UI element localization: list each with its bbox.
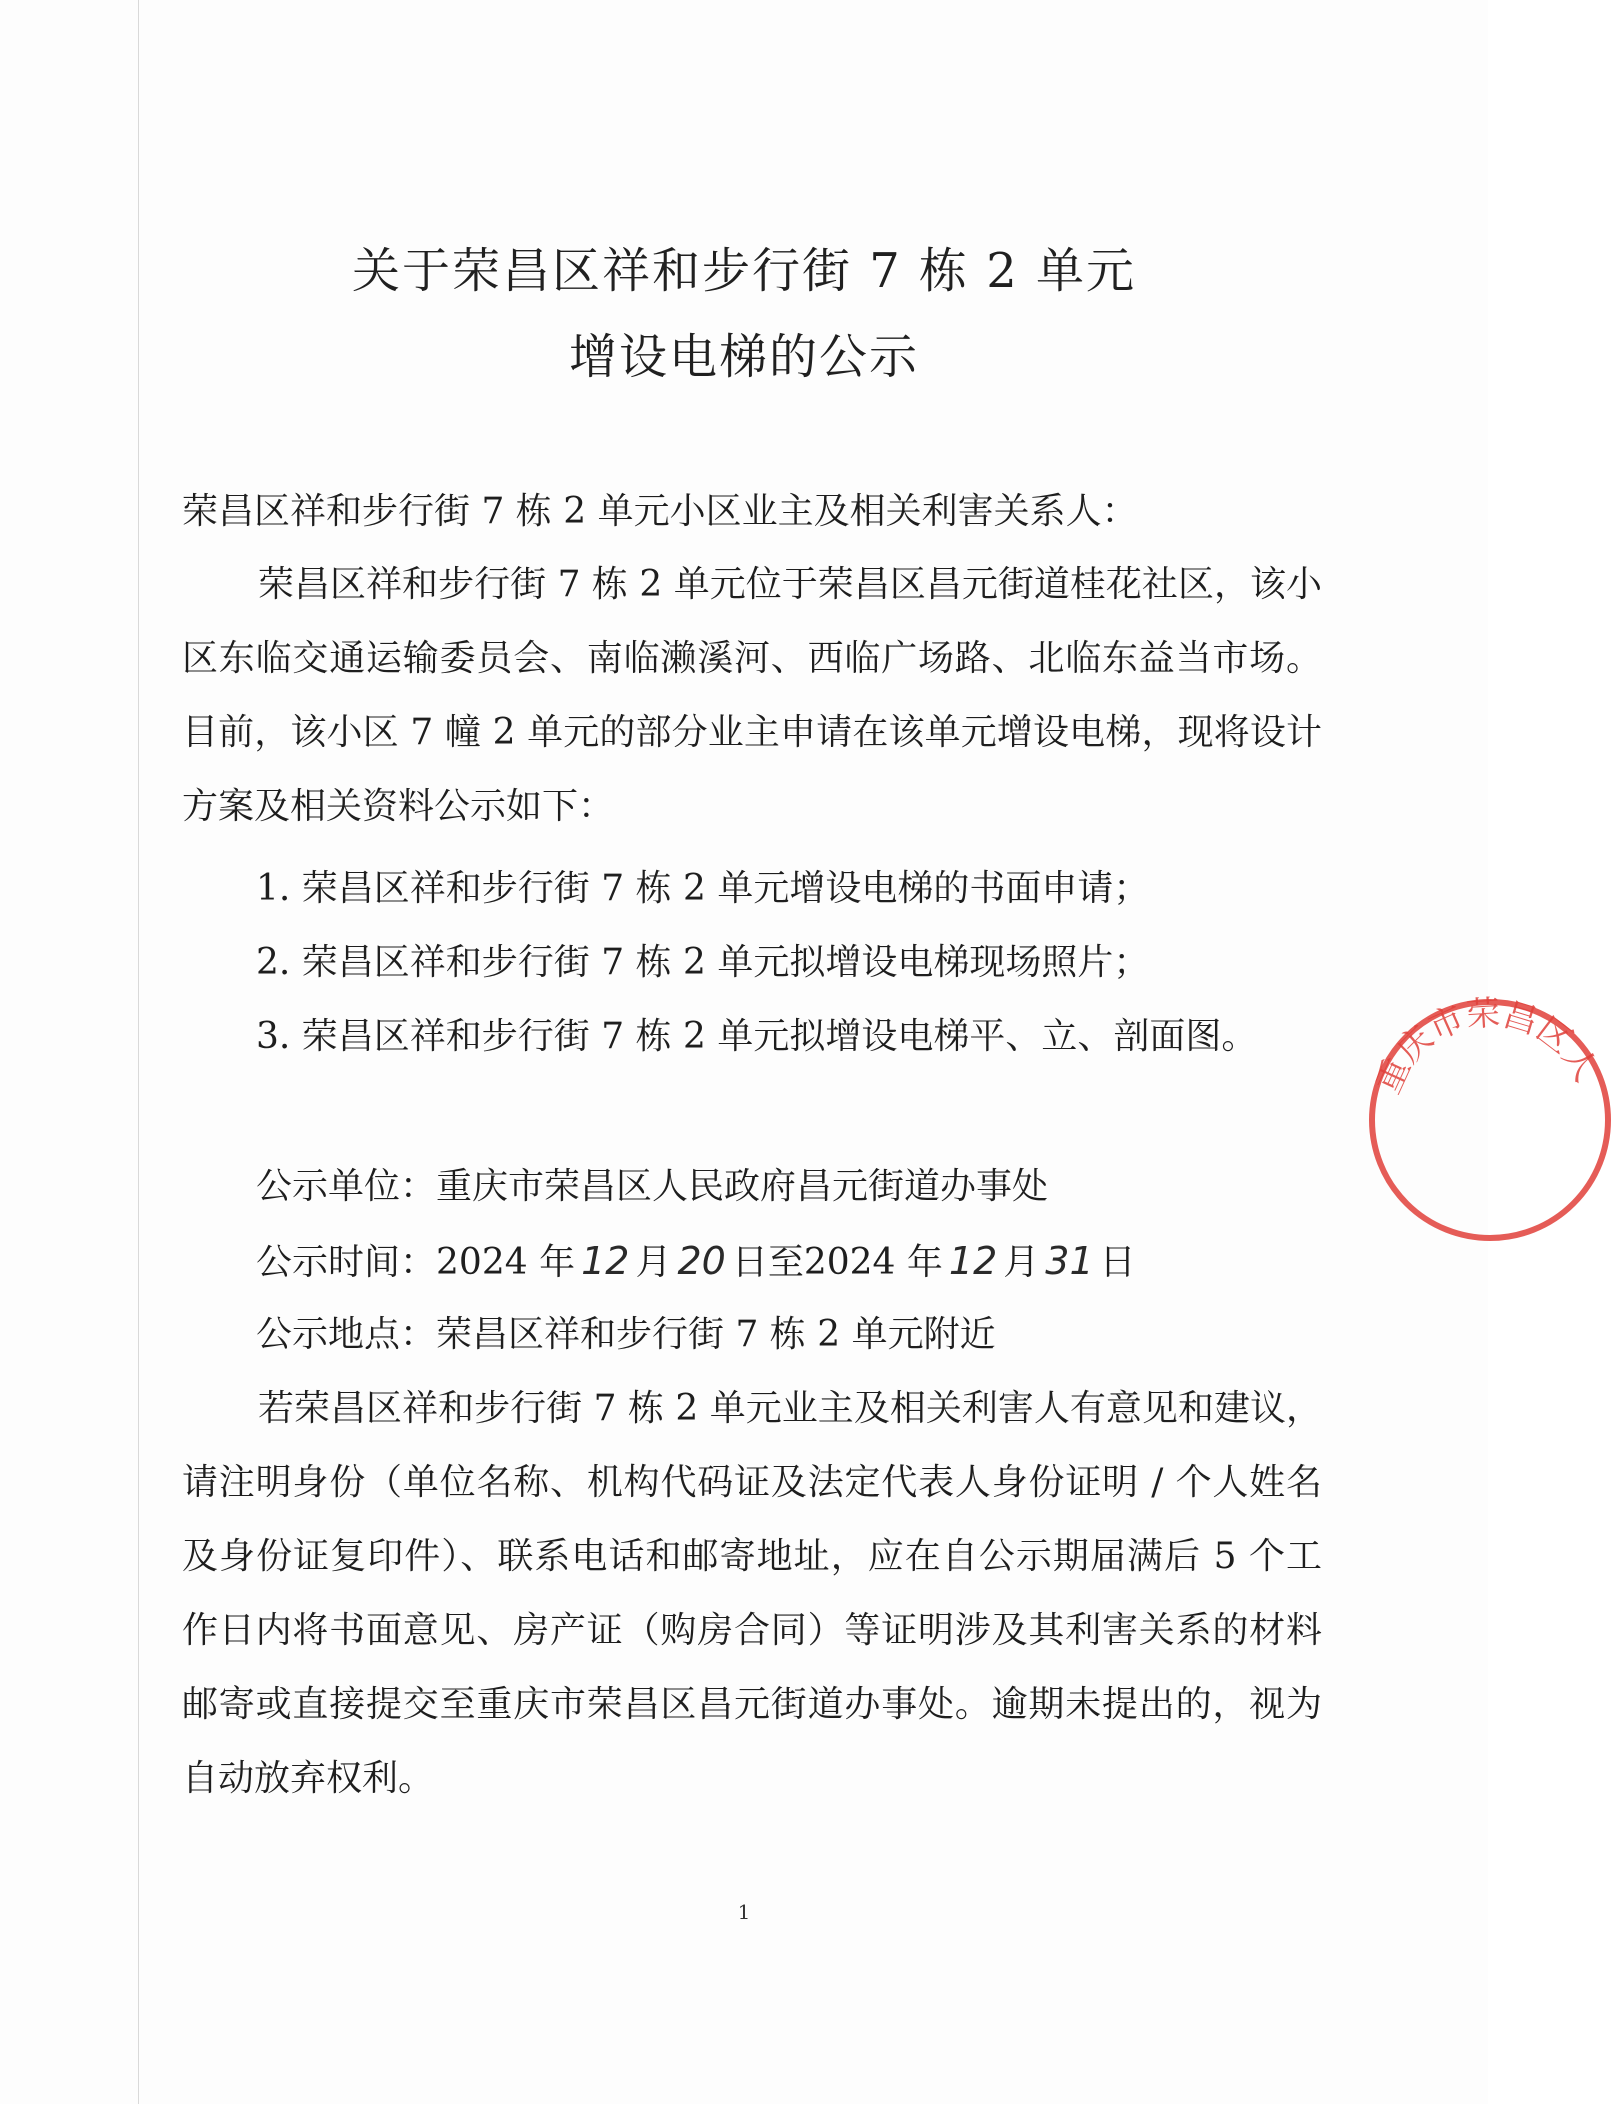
start-year: 2024 年 — [436, 1242, 576, 1283]
addressee: 荣昌区祥和步行街 7 栋 2 单元小区业主及相关利害关系人： — [182, 491, 1138, 532]
publicity-place: 公示地点：荣昌区祥和步行街 7 栋 2 单元附近 — [256, 1314, 996, 1355]
seal-text: 重庆市荣昌区人 — [1368, 993, 1606, 1100]
list-item: 1. 荣昌区祥和步行街 7 栋 2 单元增设电梯的书面申请； — [256, 868, 1150, 909]
paragraph-objection: 若荣昌区祥和步行街 7 栋 2 单元业主及相关利害人有意见和建议，请注明身份（单位名称、机构代码证及法定代表人身份证明 / 个人姓名及身份证复印件）、联系电话和邮寄地址，应在自公示期届满后 5 个工作日内将书面意见、房产证（购房合同）等证明涉及其利害关系的材料邮寄或直接提交至重庆市荣昌区昌元街道办事处。逾期未提出的，视为自动放弃权利。 — [182, 1388, 1322, 1799]
handwritten-start-month: 12 — [581, 1239, 630, 1283]
end-year: 2024 年 — [803, 1242, 943, 1283]
month-unit: 月 — [1003, 1242, 1040, 1283]
page-number: 1 — [737, 1900, 751, 1924]
publicity-time — [256, 1224, 1136, 1300]
day-connector: 日至 — [731, 1242, 804, 1283]
list-item: 3. 荣昌区祥和步行街 7 栋 2 单元拟增设电梯平、立、剖面图。 — [256, 1016, 1258, 1057]
title-line-1: 关于荣昌区祥和步行街 7 栋 2 单元 — [351, 243, 1137, 299]
margin-line — [138, 0, 139, 2104]
official-seal-stamp — [1360, 990, 1620, 1250]
publicity-unit: 公示单位：重庆市荣昌区人民政府昌元街道办事处 — [256, 1166, 1049, 1207]
month-unit: 月 — [635, 1242, 672, 1283]
handwritten-start-day: 20 — [677, 1239, 726, 1283]
paragraph-intro: 荣昌区祥和步行街 7 栋 2 单元位于荣昌区昌元街道桂花社区，该小区东临交通运输委员会、南临濑溪河、西临广场路、北临东益当市场。目前，该小区 7 幢 2 单元的部分业主申请在该单元增设电梯，现将设计方案及相关资料公示如下： — [182, 564, 1322, 827]
title-line-2: 增设电梯的公示 — [568, 329, 919, 385]
handwritten-end-day: 31 — [1045, 1239, 1094, 1283]
handwritten-end-month: 12 — [948, 1239, 998, 1283]
time-label: 公示时间： — [256, 1242, 437, 1283]
list-item: 2. 荣昌区祥和步行街 7 栋 2 单元拟增设电梯现场照片； — [256, 942, 1150, 983]
day-unit: 日 — [1099, 1242, 1136, 1283]
